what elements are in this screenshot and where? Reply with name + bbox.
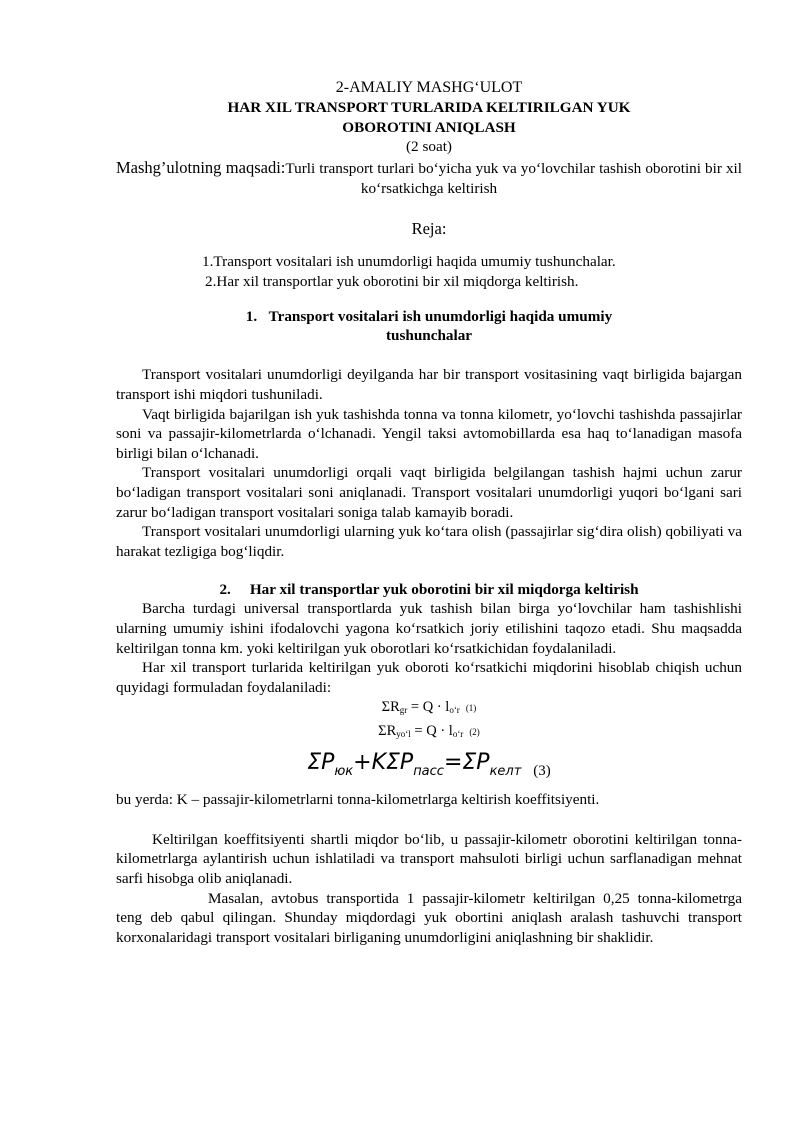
plan-item: 2.Har xil transportlar yuk oborotini bir xil miqdorga keltirish.: [205, 273, 579, 291]
section-2-heading: [116, 580, 742, 599]
lesson-number: 2-AMALIY MASHG‘ULOT: [335, 79, 523, 96]
section-1-paragraph: Transport vositalari unumdorligi deyilganda har bir transport vositasining vaqt birligida bajargan transport ishi miqdori tushuniladi.: [116, 366, 742, 403]
lesson-title-line-2: OBOROTINI ANIQLASH: [342, 118, 516, 136]
formula-2: $\Sigma R_{yo‘l} = Q \cdot l_{o‘r}$ (2): [378, 723, 480, 740]
formula-explanation: bu yerda: K – passajir-kilometrlarni tonna-kilometrlarga keltirish koeffitsiyenti.: [116, 791, 600, 809]
lesson-title-line-1: HAR XIL TRANSPORT TURLARIDA KELTIRILGAN YUK: [227, 99, 631, 116]
lesson-purpose: [116, 158, 742, 199]
section-2-paragraph: Har xil transport turlarida keltirilgan yuk oboroti ko‘rsatkichi miqdorini hisoblab chiqish uchun quyidagi formuladan foydalaniladi:: [116, 659, 742, 696]
section-2-paragraph: Barcha turdagi universal transportlarda yuk tashish bilan birga yo‘lovchilar ham tashishlishi ularning umumiy ishini ifodalovchi yagona ko‘rsatkich joriy etilishini taqozo etadi. Shu maqsadda keltirilgan tonna km. yoki keltirilgan yuk oborotlari ko‘rsatkichidan foydalaniladi.: [116, 600, 742, 657]
closing-paragraph: Masalan, avtobus transportida 1 passajir-kilometr keltirilgan 0,25 tonna-kilometrga teng deb qabul qilingan. Shunday miqdordagi yuk obortini aniqlash aralash tashuvchi transport korxonalaridagi transport vositalari birliganing unumdorligini aniqlashning bir shaklidir.: [116, 889, 742, 946]
formula-1-number: (1): [465, 703, 477, 714]
purpose-lead: Mashg’ulotning maqsadi:: [116, 157, 286, 177]
formula-2-number: (2): [469, 727, 480, 738]
section-2-title: Har xil transportlar yuk oborotini bir xil miqdorga keltirish: [249, 581, 639, 599]
plan-title: Reja:: [411, 218, 447, 238]
lesson-duration: (2 soat): [406, 138, 452, 156]
formula-1: $\Sigma R_{gr} = Q \cdot l_{o‘r}$ (1): [381, 699, 477, 716]
section-2-number: 2.: [219, 581, 231, 599]
section-1-title-line-1: Transport vositalari ish unumdorligi haqida umumiy: [268, 308, 613, 326]
section-1-number: 1.: [245, 308, 258, 326]
section-1-heading: [116, 307, 742, 345]
section-1-paragraph: Transport vositalari unumdorligi ularning yuk ko‘tara olish (passajirlar sig‘dira olish) qobiliyati va harakat tezligiga bog‘liqdir.: [116, 523, 742, 560]
section-1-paragraph: Transport vositalari unumdorligi orqali vaqt birligida belgilangan tashish hajmi uchun zarur bo‘ladigan transport vositalari soni aniqlanadi. Transport vositalari unumdorligi yuqori bo‘lgani sari zarur bo‘ladigan transport vositalari soniga talab kamayib boradi.: [116, 464, 742, 521]
section-1-title-line-2: tushunchalar: [385, 327, 473, 345]
purpose-text: Turli transport turlari bo‘yicha yuk va yo‘lovchilar tashish oborotini bir xil ko‘rsatkichga keltirish: [285, 159, 742, 197]
section-1-paragraph: Vaqt birligida bajarilgan ish yuk tashishda tonna va tonna kilometr, yo‘lovchi tashishda passajirlar soni va passajir-kilometrlarda o‘lchanadi. Yengil taksi avtomobillarda esa haq to‘lanadigan masofa birligi bilan o‘lchanadi.: [116, 405, 742, 462]
document-page: [116, 78, 742, 947]
formula-3: $\Sigma P_{юк}+K\Sigma P_{пасс}=\Sigma P_{келт}$ $_{(3)}$: [307, 750, 551, 780]
closing-paragraph: Keltirilgan koeffitsiyenti shartli miqdor bo‘lib, u passajir-kilometr oborotini keltirilgan tonna-kilometrlarga aylantirish uchun ishlatiladi va transport mahsuloti birligi uchun sarflanadigan mehnat sarfi hisobga olib aniqlanadi.: [116, 830, 742, 888]
formula-3-number: (3): [533, 763, 551, 780]
plan-list: [116, 252, 742, 292]
plan-item: 1.Transport vositalari ish unumdorligi haqida umumiy tushunchalar.: [202, 253, 616, 271]
